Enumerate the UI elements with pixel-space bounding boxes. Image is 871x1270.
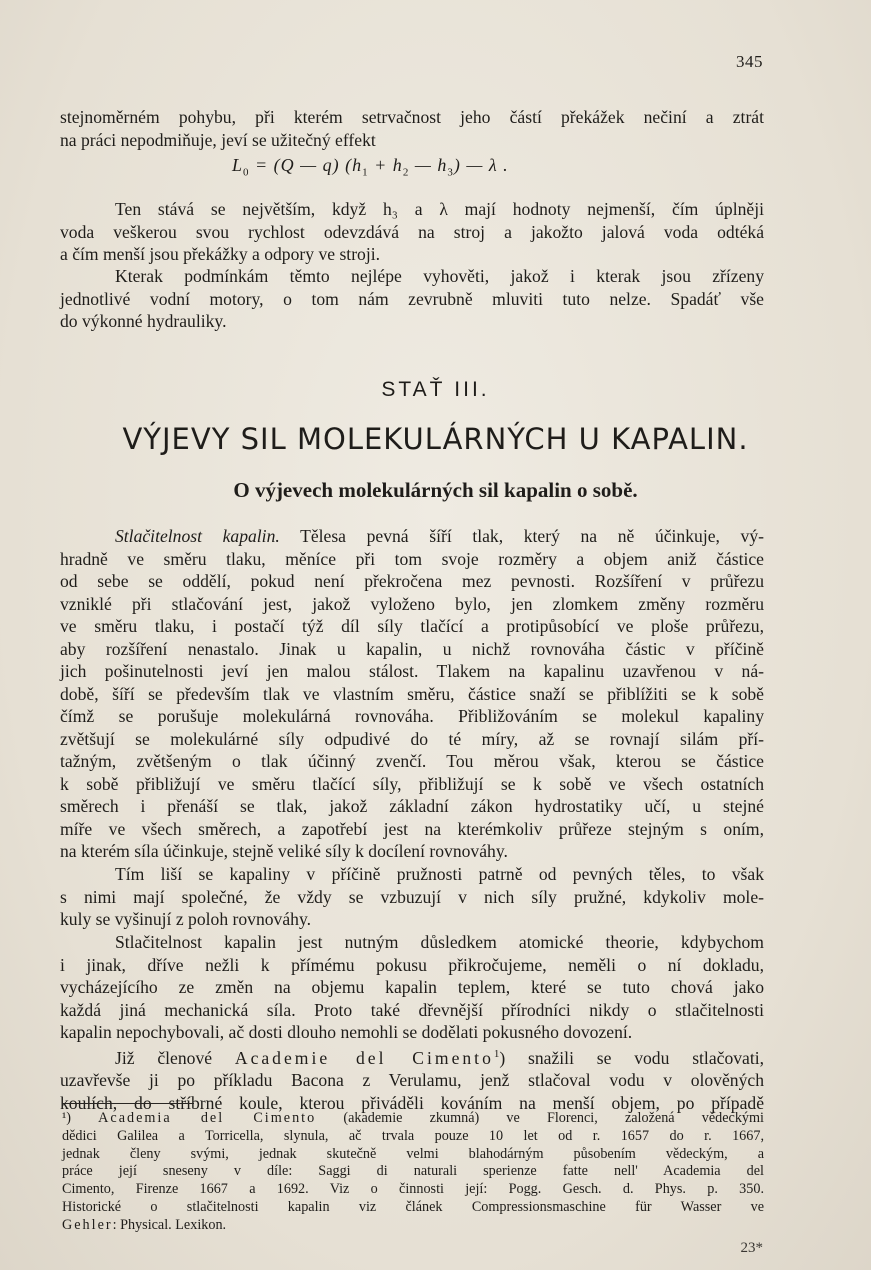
paragraph-2	[60, 265, 764, 333]
formula-part: + h	[368, 155, 403, 175]
footnote-mark: ¹)	[62, 1110, 99, 1126]
text-line: Tím liší se kapaliny v příčině pružnosti patrně od pevných těles, to však	[115, 864, 764, 884]
formula-part: — h	[409, 155, 448, 175]
text-line: od sebe se oddělí, pokud není překročena mez pevnosti. Rozšíření v průřezu	[60, 571, 764, 591]
formula-subscript: 3	[447, 166, 454, 179]
footnote-line: Historické o stlačitelnosti kapalin viz článek Compressionsmaschine für Wasser ve	[62, 1198, 764, 1215]
text-line: voda veškerou svou rychlost odevzdává na stroj a jakožto jalová voda odtéká	[60, 221, 764, 242]
text-line: míře ve všech směrech, a zapotřebí jest na kterémkoliv průřeze stejným s oním,	[60, 818, 764, 839]
text-line: každá jiná mechanická síla. Proto také dřevnější přírodníci nikdy o stlačitelnosti	[60, 999, 764, 1020]
text-line: aby rozšíření nenastalo. Jinak u kapalin, u nichž rovnováha částic v příčině	[60, 638, 764, 659]
page-number: 345	[736, 52, 763, 71]
formula-subscript: 1	[362, 166, 369, 179]
text-line: tažným, zvětšeným o tlak účinný zvenčí. Tou měrou však, kterou se částice	[60, 751, 764, 771]
text-line: Ten stává se největším, když h₃ a λ mají hodnoty nejmenší, čím úplněji	[115, 199, 764, 219]
text-line: čímž se porušuje molekulárná rovnováha. Přibližováním se molekul kapaliny	[60, 706, 764, 726]
paragraph-intro	[60, 106, 764, 151]
text-fragment: (akademie zkumná) ve Florenci, založená vědeckými	[316, 1110, 764, 1126]
text-line: jednotlivé vodní motory, o tom nám zevrubně mluviti tuto nelze. Spadáť vše	[60, 288, 764, 309]
text-line: vycházejícího ze změn na objemu kapalin teplem, které se tuto chová jako	[60, 977, 764, 997]
text-fragment: Již členové	[115, 1047, 235, 1068]
text-line: kuly se vyšinují z poloh rovnováhy.	[60, 909, 312, 929]
paragraph-1	[60, 198, 764, 266]
paragraph-4	[60, 863, 764, 931]
formula-part: = (Q — q) (h	[249, 155, 363, 175]
text-line: Kterak podmínkám těmto nejlépe vyhověti, jakož i kterak jsou zřízeny	[115, 266, 764, 286]
formula-part: ) — λ .	[453, 155, 509, 175]
text-line: koulích, do stříbrné koule, kterou přiváděli kováním na menší objem, po případě	[60, 1092, 764, 1113]
footnote-line-first	[62, 1110, 764, 1128]
footnote-line: dědici Galilea a Torricella, slynula, ač trvala pouze 10 let od r. 1657 do r. 1667,	[62, 1127, 764, 1144]
formula-subscript: 2	[402, 166, 410, 179]
formula-subscript: 0	[243, 166, 250, 179]
academia-name: Academia del Cimento	[98, 1110, 317, 1126]
signature-mark: 23*	[740, 1240, 763, 1256]
academia-name: Academie del Cimento	[234, 1047, 494, 1068]
text-line: s nimi mají společné, že vždy se vzbuzují v nich síly pružné, kdykoliv mole-	[60, 886, 764, 907]
text-fragment: Tělesa pevná šíří tlak, který na ně účinkuje, vý-	[279, 526, 764, 546]
text-line: a čím menší jsou překážky a odpory ve stroji.	[60, 244, 381, 264]
text-fragment: ) snažili se vodu stlačovati,	[499, 1047, 765, 1068]
text-line-first	[60, 525, 764, 548]
section-label: STAŤ III.	[381, 378, 490, 401]
formula	[232, 155, 509, 179]
text-line: k sobě přibližují ve směru tlačící síly, přibližují se k sobě ve všech ostatních	[60, 773, 764, 794]
text-line: uzavřevše ji po příkladu Bacona z Verulamu, jenž stlačoval vodu v olověných	[60, 1070, 764, 1091]
formula-symbol: L	[232, 155, 244, 175]
paragraph-3	[60, 525, 764, 863]
text-line-first	[60, 1043, 764, 1069]
text-line: do výkonné hydrauliky.	[60, 311, 227, 331]
text-line: vzniklé při stlačování jest, jakož vyloženo bylo, jen zlomkem změny rozměru	[60, 593, 764, 614]
text-line: jich pošinutelnosti jeví jen malou stálost. Tlakem na kapalinu uzavřenou v ná-	[60, 661, 764, 681]
footnote-line: práce její sneseny v díle: Saggi di naturali sperienze fatte nell' Academia del	[62, 1163, 764, 1180]
footnote-line-last	[62, 1217, 764, 1235]
footnote-marker: 1	[493, 1048, 500, 1060]
text-line: na kterém síla účinkuje, stejně veliké síly k docílení rovnováhy.	[60, 841, 508, 861]
footnote-line: Cimento, Firenze 1667 a 1692. Viz o činnosti její: Pogg. Gesch. d. Phys. p. 350.	[62, 1181, 764, 1198]
text-line: na práci nepodmiňuje, jeví se užitečný effekt	[60, 129, 376, 150]
text-line: i jinak, dříve nežli k přímému pokusu přikročujeme, neměli o ní dokladu,	[60, 954, 764, 975]
section-subtitle: O výjevech molekulárných sil kapalin o sobě.	[233, 478, 638, 502]
text-line: době, šíří se především tlak ve vlastním směru, částice snaží se přiblížiti se k sobě	[60, 683, 764, 704]
footnote-line: jednak členy svými, jednak skutečně velmi blahodárným působením vědeckým, a	[62, 1145, 764, 1162]
text-line: směrech i přenáší se tlak, jakož základní zákon hydrostatiky učí, u stejné	[60, 796, 764, 816]
author-name: Gehler	[62, 1216, 113, 1233]
text-fragment: : Physical. Lexikon.	[112, 1216, 227, 1233]
paragraph-lead: Stlačitelnost kapalin.	[115, 526, 280, 546]
text-line: zvětšují se molekulárné síly odpudivé do té míry, až se rovnají silám pří-	[60, 728, 764, 749]
paragraph-5	[60, 931, 764, 1044]
text-line: ve směru tlaku, i postačí týž díl síly tlačící a protipůsobící ve ploše průřezu,	[60, 616, 764, 636]
footnote-divider	[62, 1103, 194, 1104]
footnote	[62, 1110, 764, 1235]
text-line: Stlačitelnost kapalin jest nutným důsledkem atomické theorie, kdybychom	[115, 932, 764, 952]
text-line: kapalin nepochybovali, ač dosti dlouho nemohli se dodělati pokusného dovození.	[60, 1022, 633, 1042]
text-line: hradně ve směru tlaku, měníce při tom svoje rozměry a objem aniž částice	[60, 548, 764, 569]
text-line: stejnoměrném pohybu, při kterém setrvačnost jeho částí překážek nečiní a ztrát	[60, 107, 764, 127]
chapter-title: VÝJEVY SIL MOLEKULÁRNÝCH U KAPALIN.	[122, 422, 749, 456]
